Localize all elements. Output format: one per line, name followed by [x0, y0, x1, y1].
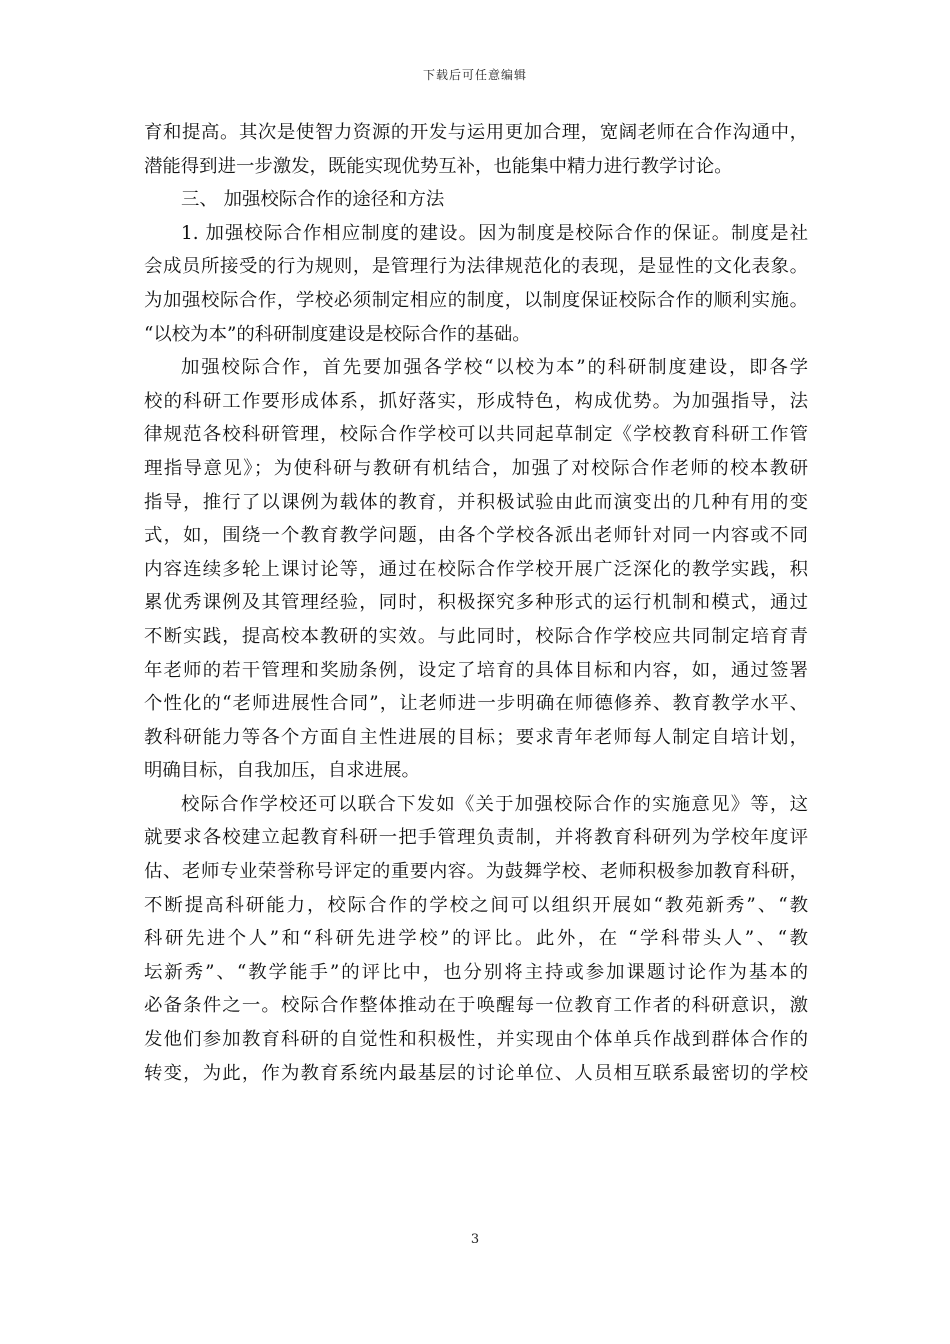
text-line: 就要求各校建立起教育科研一把手管理负责制，并将教育科研列为学校年度评 [144, 827, 808, 849]
text-line: 转变，为此，作为教育系统内最基层的讨论单位、人员相互联系最密切的学校 [144, 1062, 808, 1084]
text-line: 指导，推行了以课例为载体的教育，并积极试验由此而演变出的几种有用的变 [144, 491, 808, 513]
text-line: 明确目标，自我加压，自求进展。 [144, 760, 420, 782]
text-line: 加强校际合作，首先要加强各学校“以校为本”的科研制度建设，即各学 [181, 357, 808, 379]
text-line: 累优秀课例及其管理经验，同时，积极探究多种形式的运行机制和模式，通过 [144, 592, 808, 614]
text-line: 理指导意见》；为使科研与教研有机结合，加强了对校际合作老师的校本教研 [144, 457, 808, 479]
text-line: 必备条件之一。校际合作整体推动在于唤醒每一位教育工作者的科研意识，激 [144, 995, 808, 1017]
document-body [144, 116, 808, 1090]
text-line: 为加强校际合作，学校必须制定相应的制度，以制度保证校际合作的顺利实施。 [144, 289, 808, 311]
text-line: 科研先进个人”和“科研先进学校”的评比。此外，在 “学科带头人”、“教 [144, 928, 808, 950]
text-line: 会成员所接受的行为规则，是管理行为法律规范化的表现，是显性的文化表象。 [144, 256, 808, 278]
text-line: 三、 加强校际合作的途径和方法 [181, 189, 445, 211]
text-line: 内容连续多轮上课讨论等，通过在校际合作学校开展广泛深化的教学实践，积 [144, 558, 808, 580]
page-number: 3 [470, 1232, 480, 1247]
text-line: 不断提高科研能力，校际合作的学校之间可以组织开展如“教苑新秀”、“教 [144, 894, 808, 916]
text-line: “以校为本”的科研制度建设是校际合作的基础。 [144, 323, 531, 345]
page-header: 下载后可任意编辑 [422, 68, 527, 82]
text-line: 式，如，围绕一个教育教学问题，由各个学校各派出老师针对同一内容或不同 [144, 525, 808, 547]
text-line: 坛新秀”、“教学能手”的评比中，也分别将主持或参加课题讨论作为基本的 [144, 961, 808, 983]
text-line: 发他们参加教育科研的自觉性和积极性，并实现由个体单兵作战到群体合作的 [144, 1029, 808, 1051]
text-line: 年老师的若干管理和奖励条例，设定了培育的具体目标和内容，如，通过签署 [144, 659, 808, 681]
text-line: 1. 加强校际合作相应制度的建设。因为制度是校际合作的保证。制度是社 [181, 222, 808, 244]
text-line: 个性化的“老师进展性合同”，让老师进一步明确在师德修养、教育教学水平、 [144, 693, 808, 715]
text-line: 校际合作学校还可以联合下发如《关于加强校际合作的实施意见》等，这 [181, 793, 808, 815]
text-line: 育和提高。其次是使智力资源的开发与运用更加合理，宽阔老师在合作沟通中， [144, 122, 808, 143]
text-line: 律规范各校科研管理，校际合作学校可以共同起草制定《学校教育科研工作管 [144, 424, 808, 446]
text-line: 不断实践，提高校本教研的实效。与此同时，校际合作学校应共同制定培育青 [144, 625, 808, 647]
text-line: 校的科研工作要形成体系，抓好落实，形成特色，构成优势。为加强指导，法 [144, 390, 808, 412]
text-line: 潜能得到进一步激发，既能实现优势互补，也能集中精力进行教学讨论。 [144, 155, 733, 177]
text-line: 估、老师专业荣誉称号评定的重要内容。为鼓舞学校、老师积极参加教育科研， [144, 861, 808, 883]
text-line: 教科研能力等各个方面自主性进展的目标；要求青年老师每人制定自培计划， [144, 726, 808, 748]
